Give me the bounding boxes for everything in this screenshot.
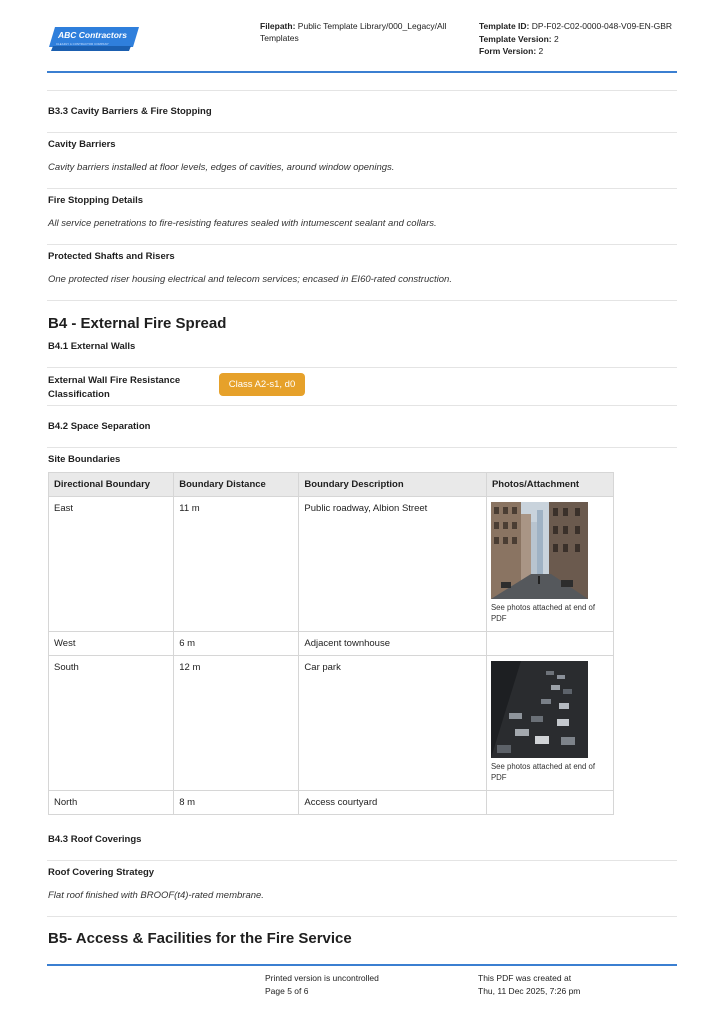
divider — [47, 405, 677, 406]
col-header-description: Boundary Description — [299, 473, 487, 497]
fire-stopping-label: Fire Stopping Details — [48, 195, 144, 206]
page-number: Page 5 of 6 — [265, 985, 309, 996]
cell-direction: North — [49, 791, 174, 815]
divider — [47, 188, 677, 189]
template-version-value: 2 — [553, 33, 559, 44]
photo-note: See photos attached at end of PDF — [490, 603, 596, 623]
section-title-b4-3: B4.3 Roof Coverings — [48, 834, 142, 845]
col-header-distance: Boundary Distance — [174, 473, 299, 497]
company-logo — [47, 26, 139, 52]
cell-direction: South — [49, 656, 174, 791]
created-timestamp: Thu, 11 Dec 2025, 7:26 pm — [478, 985, 581, 996]
cell-description: Access courtyard — [299, 791, 487, 815]
divider — [47, 300, 677, 301]
cell-photo — [486, 656, 613, 791]
footer-divider — [47, 964, 677, 966]
col-header-direction: Directional Boundary — [49, 473, 174, 497]
section-heading-b4: B4 - External Fire Spread — [48, 315, 227, 332]
uncontrolled-note: Printed version is uncontrolled — [265, 973, 379, 983]
cell-distance: 12 m — [174, 656, 299, 791]
cell-description: Adjacent townhouse — [299, 632, 487, 656]
form-version-label: Form Version: — [479, 46, 537, 56]
cell-photo — [486, 632, 613, 656]
table-row — [49, 632, 614, 656]
cell-description: Car park — [299, 656, 487, 791]
external-wall-label-line1: External Wall Fire Resistance — [48, 375, 181, 386]
car-park-photo[interactable] — [491, 661, 588, 758]
page-header — [47, 18, 677, 74]
cavity-barriers-label: Cavity Barriers — [48, 139, 116, 150]
col-header-photos: Photos/Attachment — [486, 473, 613, 497]
fire-stopping-answer: All service penetrations to fire-resisting features sealed with intumescent sealant and collars. — [48, 218, 437, 229]
cavity-barriers-answer: Cavity barriers installed at floor levels, edges of cavities, around window openings. — [48, 162, 395, 173]
template-version-label: Template Version: — [479, 33, 552, 44]
photo-note: See photos attached at end of PDF — [490, 762, 596, 782]
protected-shafts-label: Protected Shafts and Risers — [48, 251, 175, 262]
roof-covering-answer: Flat roof finished with BROOF(t4)-rated membrane. — [48, 890, 264, 901]
template-id-value: DP-F02-C02-0000-048-V09-EN-GBR — [531, 21, 673, 31]
divider — [47, 860, 677, 861]
footer-left — [265, 972, 379, 997]
cell-photo — [486, 497, 613, 632]
section-title-b4-1: B4.1 External Walls — [48, 341, 136, 352]
footer-right — [478, 972, 580, 997]
table-row — [49, 497, 614, 632]
section-title-b4-2: B4.2 Space Separation — [48, 421, 151, 432]
cell-description: Public roadway, Albion Street — [299, 497, 487, 632]
divider — [47, 90, 677, 91]
table-row — [49, 656, 614, 791]
filepath-value: Public Template Library/000_Legacy/All Templates — [260, 21, 447, 43]
section-heading-b5: B5- Access & Facilities for the Fire Service — [48, 930, 352, 947]
site-boundaries-label: Site Boundaries — [48, 454, 121, 465]
divider — [47, 367, 677, 368]
logo-subtext: CLEARLY A CONTRACTOR COMPANY — [56, 42, 109, 46]
divider — [47, 447, 677, 448]
cell-photo — [486, 791, 613, 815]
template-meta — [479, 20, 679, 58]
table-row — [49, 791, 614, 815]
protected-shafts-answer: One protected riser housing electrical and telecom services; encased in EI60-rated construction. — [48, 274, 452, 285]
divider — [47, 916, 677, 917]
cell-direction: East — [49, 497, 174, 632]
fire-classification-badge: Class A2-s1, d0 — [219, 373, 305, 396]
cell-distance: 8 m — [174, 791, 299, 815]
header-divider — [47, 71, 677, 73]
created-label: This PDF was created at — [478, 973, 572, 983]
section-title-b3-3: B3.3 Cavity Barriers & Fire Stopping — [48, 106, 212, 117]
cell-distance: 6 m — [174, 632, 299, 656]
divider — [47, 132, 677, 133]
filepath-label: Filepath: — [260, 21, 296, 31]
external-wall-label — [48, 374, 180, 402]
logo-text: ABC Contractors — [58, 30, 127, 40]
divider — [47, 244, 677, 245]
form-version-value: 2 — [538, 46, 544, 56]
site-boundaries-table — [48, 472, 614, 815]
table-header-row — [49, 473, 614, 497]
filepath-block — [260, 20, 460, 44]
external-wall-label-line2: Classification — [48, 389, 110, 400]
street-photo[interactable] — [491, 502, 588, 599]
template-id-label: Template ID: — [479, 21, 530, 31]
roof-covering-label: Roof Covering Strategy — [48, 867, 155, 878]
cell-distance: 11 m — [174, 497, 299, 632]
cell-direction: West — [49, 632, 174, 656]
